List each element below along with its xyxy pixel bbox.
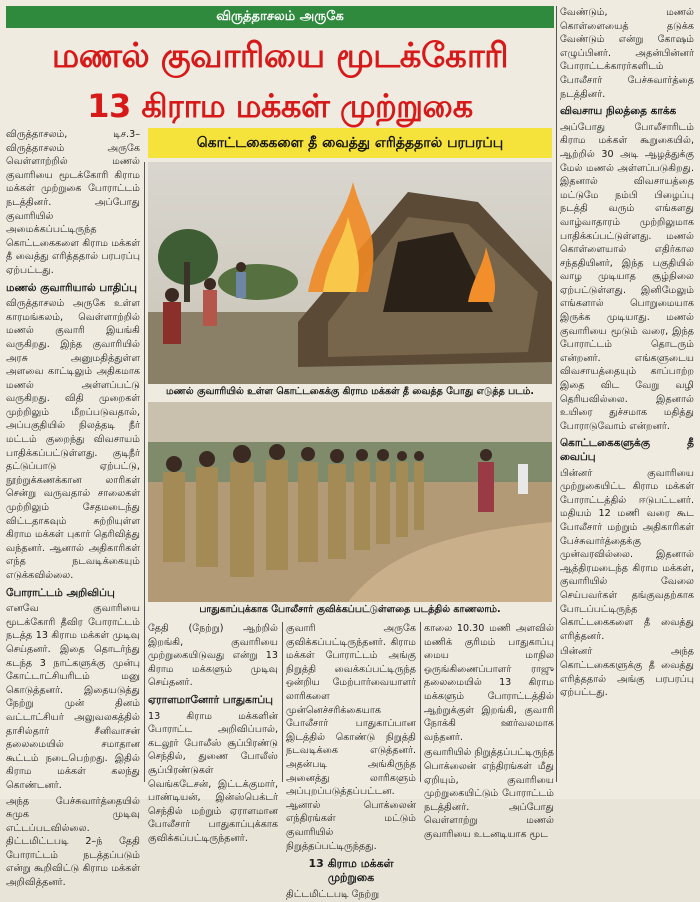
paragraph: குவாரியில் நிறுத்தப்பட்டிருந்த பொக்லைன் எந்திரங்கள் மீது ஏறியும், குவாரியை முற்றுகையிட்டும் போராட்டம் நடத்தினர். அப்போது வெள்ளாற்று மணல் குவாரியை உடனடியாக மூட	[424, 747, 554, 840]
headline-line-1: மணல் குவாரியை மூடக்கோரி	[51, 36, 509, 76]
police-line-photo	[148, 402, 552, 602]
paragraph: அந்த பேச்சுவார்த்தையில் சுமுக முடிவு எட்டப்படவில்லை. திட்டமிட்டபடி 2–ந் தேதி போராட்டம் நடத்தப்படும் என்று கூறிவிட்டு கிராம மக்கள் அறிவித்தனர்.	[6, 795, 140, 889]
paragraph: குவாரி அருகே குவிக்கப்பட்டிருந்தனர். கிராம மக்கள் போராட்டம் அங்கு நிறுத்தி வைக்கப்பட்டிருந்த ஒன்றிய மேற்பார்வையாளர் லாரிகளை முன்னெச்சரிக்கையாக போலீசார் பாதுகாப்பான இடத்தில் கொண்டு நிறுத்தி நடவடிக்கை எடுத்தனர். அதன்படி அங்கிருந்த அனைத்து லாரிகளும் அப்புறப்படுத்தப்பட்டன. ஆனால் பொக்லைன் எந்திரங்கள் மட்டும் குவாரியில் நிறுத்தப்பட்டிருந்தது.	[286, 623, 416, 852]
column-rule	[420, 622, 421, 782]
paragraph: 13 கிராம மக்களின் போராட்ட அறிவிப்பால், கடலூர் போலீஸ் சூப்பிரண்டு செந்தில், துணை போலீஸ் சூப்பிரண்டுகள் வெங்கடேசன், இட்டக்குமார், பாண்டியன், இன்ஸ்பெக்டர் செந்தில் மற்றும் ஏராளமான போலீசார் பாதுகாப்புக்காக குவிக்கப்பட்டிருந்தனர்.	[148, 710, 278, 844]
photo-caption-2: பாதுகாப்புக்காக போலீசார் குவிக்கப்பட்டுள்ளதை படத்தில் காணலாம்.	[199, 604, 501, 615]
column-rule	[556, 6, 557, 782]
paragraph: அப்போது போலீசாரிடம் கிராம மக்கள் கூறுகையில், ஆற்றில் 30 அடி ஆழத்துக்கு மேல் மணல் அள்ளப்படுகிறது. இதனால் விவசாயத்தை மட்டுமே நம்பி பிழைப்பு நடத்தி வரும் எங்களது வாழ்வாதாரம் முற்றிலுமாக பாதிக்கப்பட்டுள்ளது. மணல் கொள்ளையால் எதிர்கால சந்ததியினர், இந்த பகுதியில் வாழ முடியாத சூழ்நிலை ஏற்பட்டுள்ளது. இனிமேலும் எங்களால் பொறுமையாக இருக்க முடியாது. மணல் குவாரியை மூடும் வரை, இந்த போராட்டம் தொடரும் என்றனர். எங்களுடைய விவசாயத்தையும் காப்பாற்ற இதை விட வேறு வழி தெரியவில்லை. இதனால் உயிரை துச்சமாக மதித்து போராடுவோம் என்றனர்.	[560, 121, 694, 432]
kicker-banner: விருத்தாசலம் அருகே	[6, 6, 554, 28]
section-heading: 13 கிராம மக்கள் முற்றுகை	[308, 857, 394, 884]
section-heading: ஏராளமானோர் பாதுகாப்பு	[148, 693, 273, 706]
left-column	[6, 128, 140, 889]
column-rule	[282, 622, 283, 782]
column-rule	[144, 162, 145, 782]
section-heading: விவசாய நிலத்தை காக்க	[560, 105, 677, 118]
fire-hut-illustration	[148, 162, 552, 384]
subheadline: கொட்டகைகளை தீ வைத்து எரித்ததால் பரபரப்பு	[148, 128, 552, 158]
paragraph: எனவே குவாரியை மூடக்கோரி தீவிர போராட்டம் நடத்த 13 கிராம மக்கள் முடிவு செய்தனர். இதை தொடர்ந்து கடந்த 3 நாட்களுக்கு முன்பு கோட்டாட்சியரிடம் மனு கொடுத்தனர். இதையடுத்து நேற்று முன் தினம் வட்டாட்சியர் அலுவலகத்தில் தாசில்தார் சீனிவாசன் தலைமையில் சமாதான கூட்டம் நடைபெற்றது. இதில் கிராம மக்கள் கலந்து கொண்டனர்.	[6, 603, 140, 791]
paragraph: விருத்தாசலம், டிச.3– விருத்தாசலம் அருகே வெள்ளாற்றில் மணல் குவாரியை மூடக்கோரி கிராம மக்கள் முற்றுகை போராட்டம் நடத்தினர். அப்போது குவாரியில் அமைக்கப்பட்டிருந்த கொட்டகைகளை கிராம மக்கள் தீ வைத்து எரித்ததால் பரபரப்பு ஏற்பட்டது.	[6, 129, 140, 276]
paragraph: பின்னர் குவாரியை முற்றுகையிட்ட கிராம மக்கள் போராட்டத்தில் ஈடுபட்டனர். மதியம் 12 மணி வரை கூட போலீசார் மற்றும் அதிகாரிகள் பேச்சுவார்த்தைக்கு முன்வரவில்லை. இதனால் ஆத்திரமடைந்த கிராம மக்கள், குவாரியில் வேலை செய்பவர்கள் தங்குவதற்காக போடப்பட்டிருந்த கொட்டகைகளை தீ வைத்து எரித்தனர்.	[560, 467, 694, 642]
paragraph: பின்னர் அந்த கொட்டகைகளுக்கு தீ வைத்து எரித்ததால் அங்கு பரபரப்பு ஏற்பட்டது.	[560, 646, 694, 699]
paragraph: வேண்டும், மணல் கொள்ளையைத் தடுக்க வேண்டும் என்று கோஷம் எழுப்பினர். அதன்பின்னர் போராட்டக்காரர்களிடம் போலீசார் பேச்சுவார்த்தை நடத்தினர்.	[560, 7, 694, 100]
section-heading: கொட்டகைகளுக்கு தீ வைப்பு	[560, 437, 694, 463]
paragraph: திட்டமிட்டபடி நேற்று	[286, 889, 380, 901]
bottom-column-2	[286, 622, 416, 901]
right-column	[560, 6, 694, 778]
section-heading: போராட்டம் அறிவிப்பு	[6, 586, 115, 599]
bottom-column-3	[424, 622, 554, 840]
headline-line-2: 13 கிராம மக்கள் முற்றுகை	[87, 87, 473, 125]
paragraph: காலை 10.30 மணி அளவில் மணிக் குரிமம் பாதுகாப்பு மைய மாநில ஒருங்கிணைப்பாளர் ராஜு தலைமையில் 13 கிராம மக்களும் போராட்டத்தில் ஆற்றுக்குள் இறங்கி, குவாரி நோக்கி ஊர்வலமாக வந்தனர்.	[424, 623, 554, 743]
paragraph: விருத்தாசலம் அருகே உள்ள காரமங்கலம், வெள்ளாற்றில் மணல் குவாரி இயங்கி வருகிறது. இந்த குவாரியில் அரசு அனுமதித்துள்ள அளவை காட்டிலும் அதிகமாக மணல் அள்ளப்பட்டு வருகிறது. விதி முறைகள் முற்றிலும் மீறப்படுவதால், அப்பகுதியில் நிலத்தடி நீர் மட்டம் குறைந்து விவசாயம் பாதிக்கப்பட்டுள்ளது. குடிநீர் தட்டுப்பாடு ஏற்பட்டு, நூற்றுக்கணக்கான லாரிகள் சென்று வருவதால் சாலைகள் முற்றிலும் சேதமடைந்து விட்டதாகவும் சுற்றியுள்ள கிராம மக்கள் புகார் தெரிவித்து வந்தனர். ஆனால் அதிகாரிகள் எந்த நடவடிக்கையும் எடுக்கவில்லை.	[6, 298, 140, 581]
bottom-column-1	[148, 622, 278, 844]
fire-hut-photo	[148, 162, 552, 384]
section-heading: மணல் குவாரியால் பாதிப்பு	[6, 281, 137, 294]
paragraph: தேதி (நேற்று) ஆற்றில் இறங்கி, குவாரியை முற்றுகையிடுவது என்று 13 கிராம மக்களும் முடிவு செய்தனர்.	[148, 623, 278, 689]
police-illustration	[148, 402, 552, 602]
photo-caption-1: மணல் குவாரியில் உள்ள கொட்டகைக்கு கிராம மக்கள் தீ வைத்த போது எடுத்த படம்.	[166, 386, 534, 397]
